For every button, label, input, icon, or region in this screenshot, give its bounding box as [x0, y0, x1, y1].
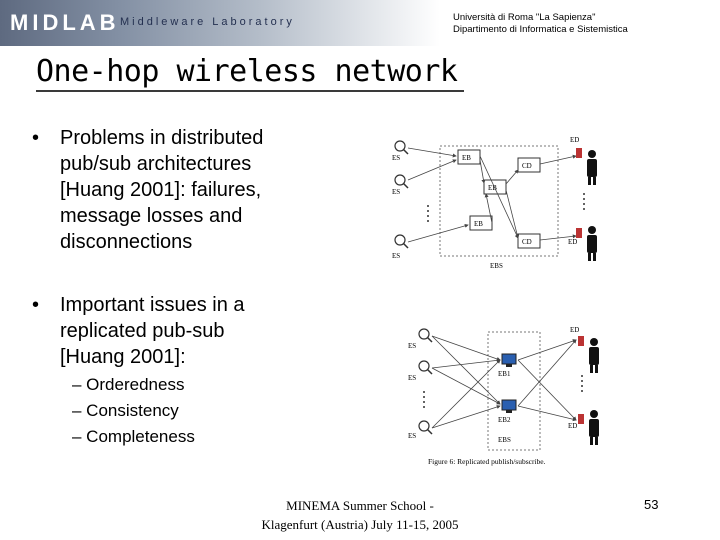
- vertical-dots: [427, 205, 429, 222]
- department-name: Dipartimento di Informatica e Sistemistica: [453, 24, 628, 35]
- ed-label: ED: [570, 326, 580, 334]
- subbullet-consistency: – Consistency: [72, 401, 179, 420]
- lab-subtitle: Middleware Laboratory: [120, 16, 295, 28]
- es-label: ES: [408, 374, 417, 382]
- ebs-label: EBS: [490, 262, 503, 270]
- subbullet-completeness: – Completeness: [72, 427, 195, 446]
- person-icon: [587, 150, 597, 185]
- eb-label: EB1: [498, 370, 511, 378]
- footer-line: Klagenfurt (Austria) July 11-15, 2005: [261, 517, 459, 532]
- es-label: ES: [392, 154, 401, 162]
- ebs-label: EBS: [498, 436, 511, 444]
- es-label: ES: [408, 432, 417, 440]
- vertical-dots: [583, 193, 585, 210]
- bullet-line: replicated pub-sub: [60, 320, 225, 342]
- vertical-dots: [423, 391, 425, 408]
- bullet-line: Important issues in a: [60, 294, 245, 316]
- bullet-line: disconnections: [60, 231, 193, 253]
- phone-icon: [578, 414, 584, 424]
- computer-icon: [502, 400, 516, 413]
- page-number: 53: [644, 497, 659, 512]
- ed-label: ED: [570, 136, 580, 144]
- figure-caption: Figure 6: Replicated publish/subscribe.: [428, 457, 546, 466]
- ed-label: ED: [568, 238, 578, 246]
- connection-lines: [432, 336, 576, 428]
- person-icon: [589, 410, 599, 445]
- university-name: Università di Roma "La Sapienza": [453, 12, 596, 23]
- footer-line: MINEMA Summer School -: [286, 498, 434, 513]
- bullet-symbol: •: [32, 294, 40, 316]
- bullet-problems: [32, 125, 264, 255]
- footer-conference: [250, 496, 470, 534]
- magnifier-icon: [419, 361, 432, 374]
- magnifier-icon: [395, 175, 408, 188]
- eb-label: EB2: [498, 416, 511, 424]
- bullet-symbol: •: [32, 127, 40, 149]
- figure-pubsub-architecture: [388, 128, 616, 276]
- eb-label: EB: [474, 220, 483, 228]
- person-icon: [589, 338, 599, 373]
- cd-label: CD: [522, 238, 532, 246]
- magnifier-icon: [395, 141, 408, 154]
- es-label: ES: [392, 252, 401, 260]
- midlab-logo: MIDLAB: [10, 10, 120, 35]
- es-label: ES: [408, 342, 417, 350]
- vertical-dots: [581, 375, 583, 392]
- eb-label: EB: [488, 184, 497, 192]
- computer-icon: [502, 354, 516, 367]
- magnifier-icon: [395, 235, 408, 248]
- bullet-line: pub/sub architectures: [60, 153, 252, 175]
- slide-title: One-hop wireless network: [36, 54, 458, 89]
- cd-label: CD: [522, 162, 532, 170]
- subbullet-list: [72, 372, 195, 450]
- ed-label: ED: [568, 422, 578, 430]
- ebs-boundary: [488, 332, 540, 450]
- phone-icon: [576, 148, 582, 158]
- person-icon: [587, 226, 597, 261]
- bullet-issues: [32, 292, 245, 370]
- bullet-line: [Huang 2001]:: [60, 346, 186, 368]
- es-label: ES: [392, 188, 401, 196]
- subbullet-orderedness: – Orderedness: [72, 375, 185, 394]
- phone-icon: [576, 228, 582, 238]
- title-underline: [36, 90, 464, 92]
- phone-icon: [578, 336, 584, 346]
- bullet-line: [Huang 2001]: failures,: [60, 179, 262, 201]
- bullet-line: message losses and: [60, 205, 243, 227]
- magnifier-icon: [419, 329, 432, 342]
- bullet-line: Problems in distributed: [60, 127, 264, 149]
- figure-replicated-pubsub: [400, 318, 616, 470]
- eb-label: EB: [462, 154, 471, 162]
- magnifier-icon: [419, 421, 432, 434]
- university-info: [453, 12, 628, 36]
